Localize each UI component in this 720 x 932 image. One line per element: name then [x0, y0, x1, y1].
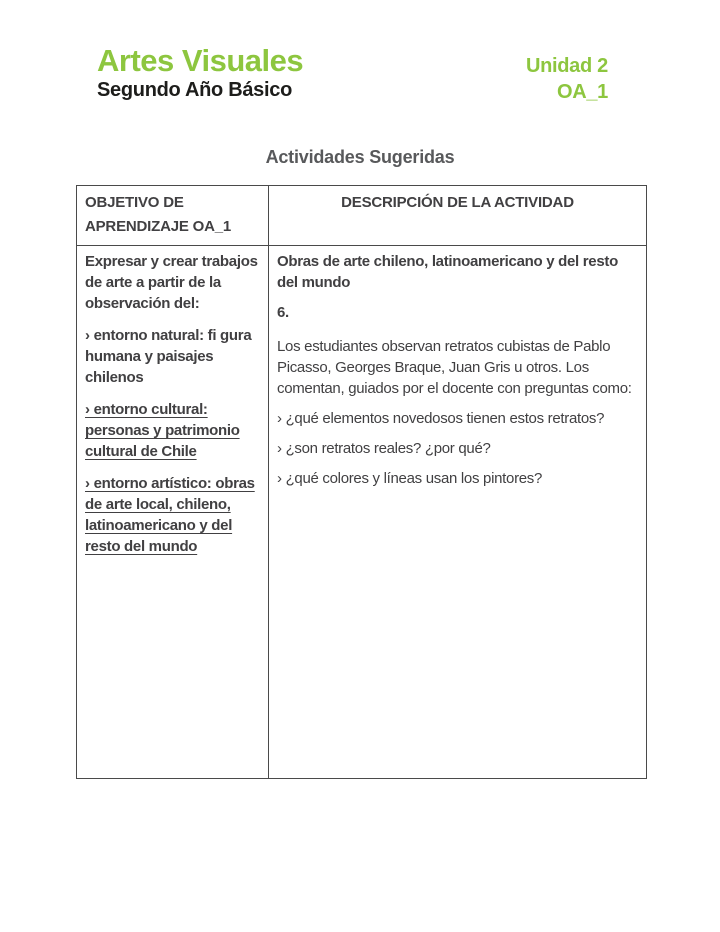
activity-question: › ¿qué colores y líneas usan los pintores?: [277, 470, 543, 487]
objective-bullet-natural: › entorno natural: fi gura humana y paisajes chilenos: [85, 327, 252, 386]
table-header-row: [77, 186, 647, 246]
activity-question: › ¿qué elementos novedosos tienen estos retratos?: [277, 410, 605, 427]
unit-label: Unidad 2: [525, 55, 608, 77]
course-title: Artes Visuales: [97, 43, 304, 78]
objective-intro: Expresar y crear trabajos de arte a partir de la observación del:: [85, 253, 258, 312]
grade-subtitle: Segundo Año Básico: [97, 79, 292, 101]
activity-question: › ¿son retratos reales? ¿por qué?: [277, 440, 491, 457]
section-title: Actividades Sugeridas: [265, 147, 455, 167]
activity-number: 6.: [277, 304, 289, 321]
objective-bullet-artistic: › entorno artístico: obras de arte local, chileno, latinoamericano y del resto del mundo: [85, 475, 255, 555]
activities-table: [76, 185, 647, 779]
objective-bullet-cultural: › entorno cultural: personas y patrimonio cultural de Chile: [85, 401, 240, 460]
objective-cell: [77, 246, 269, 779]
oa-code-label: OA_1: [556, 81, 608, 103]
header-left: [97, 44, 303, 104]
column-header-description: DESCRIPCIÓN DE LA ACTIVIDAD: [269, 186, 647, 246]
activity-heading: Obras de arte chileno, latinoamericano y del resto del mundo: [277, 253, 618, 291]
activity-paragraph: Los estudiantes observan retratos cubistas de Pablo Picasso, Georges Braque, Juan Gris u otros. Los comentan, guiados por el docente con preguntas como:: [277, 338, 632, 397]
table-row: [77, 246, 647, 779]
document-header: [97, 44, 608, 105]
description-cell: [269, 246, 647, 779]
table-body: [77, 246, 647, 779]
header-right: [526, 44, 608, 105]
column-header-objective: OBJETIVO DE APRENDIZAJE OA_1: [77, 186, 269, 246]
